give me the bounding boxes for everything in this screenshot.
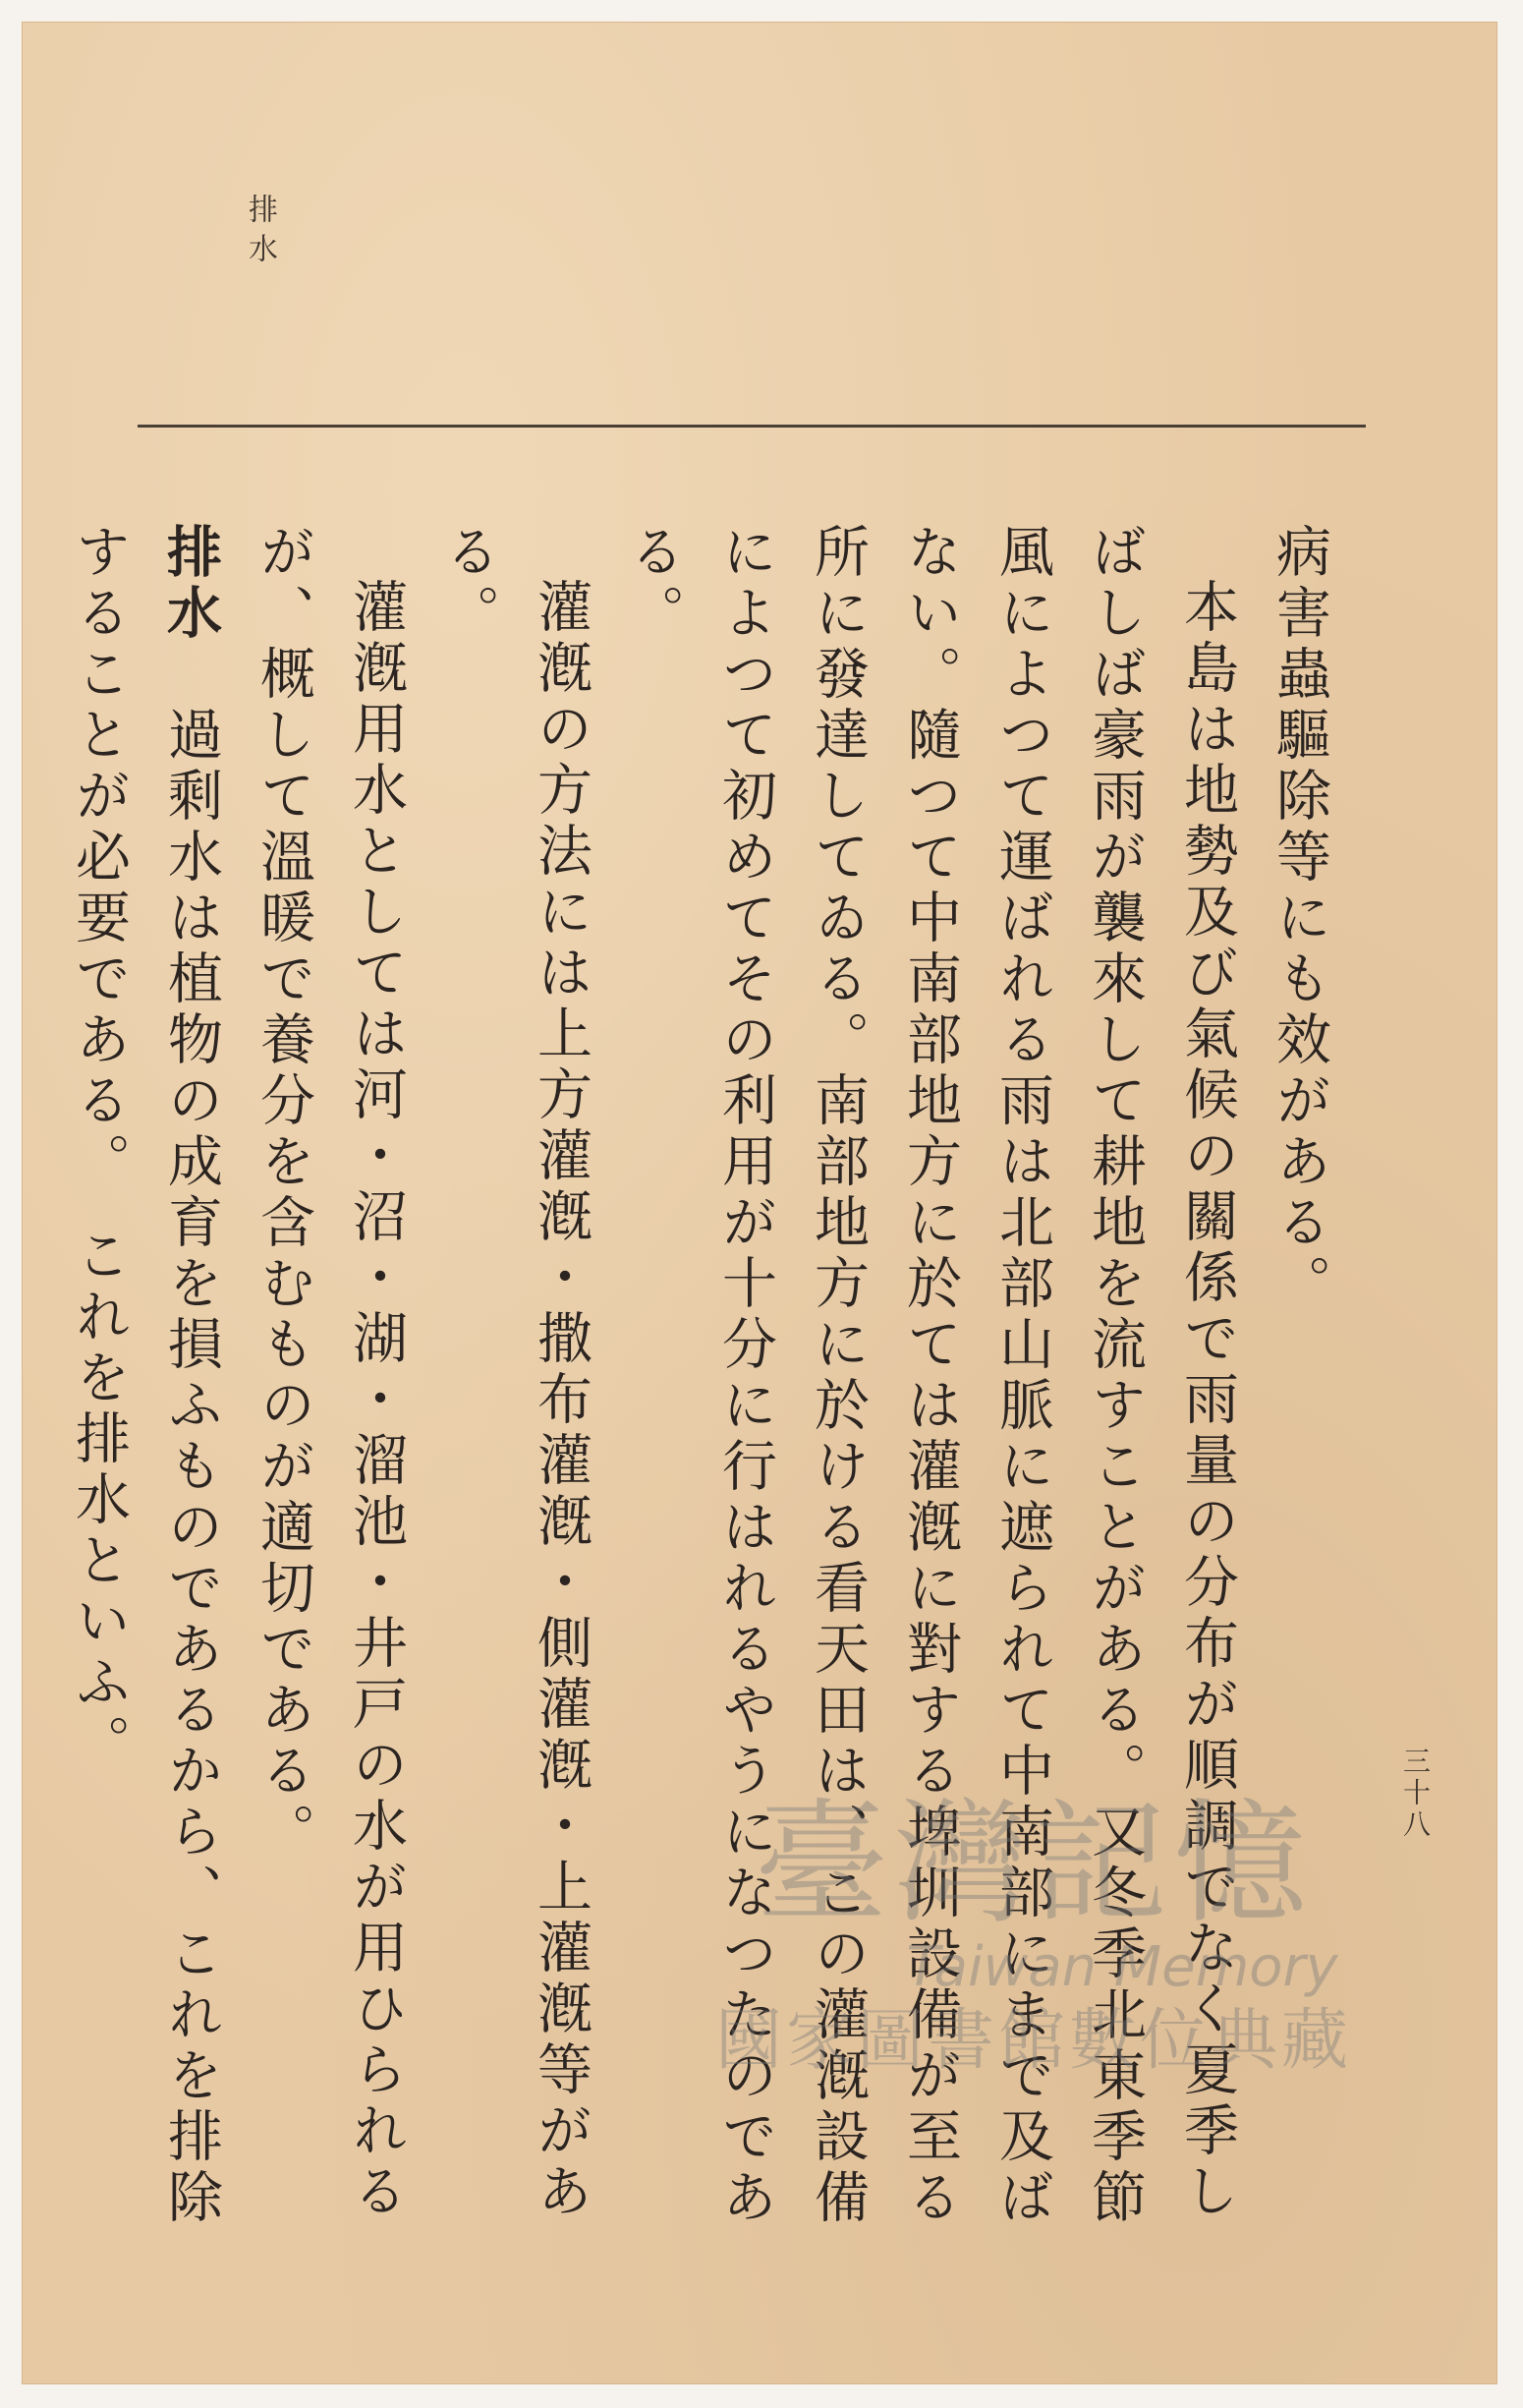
paragraph-4: 灌漑用水としては河・沼・湖・溜池・井戸の水が用ひられるが、概して溫暖で養分を含むものが適切である。 <box>252 523 408 2223</box>
section-heading-drainage: 排水 <box>158 523 223 645</box>
paragraph-5 <box>52 523 237 2272</box>
watermark-title: 臺灣記憶 <box>755 1787 1313 1942</box>
watermark-subtitle: 國家圖書館數位典藏 <box>714 2002 1352 2080</box>
running-header: 排水 <box>243 194 277 272</box>
paragraph-2: 本島は地勢及び氣候の關係で雨量の分布が順調でなく夏季しばしば豪雨が襲來して耕地を流すことがある。又冬季北東季節風によつて運ばれる雨は北部山脈に遮られて中南部にまで及ばない。隨つて中南部地方に於ては灌漑に對する埤圳設備が至る所に發達してゐる。南部地方に於ける看天田は、この灌漑設備によつて初めてその利用が十分に行はれるやうになつたのである。 <box>621 523 1239 2229</box>
library-watermark <box>650 1787 1417 2145</box>
header-rule <box>138 425 1366 428</box>
paragraph-3: 灌漑の方法には上方灌漑・撒布灌漑・側灌漑・上灌漑等がある。 <box>436 523 592 2223</box>
document-page <box>22 22 1497 2384</box>
watermark-english: Taiwan Memory <box>906 1935 1338 1999</box>
page-number: 三十八 <box>1399 1747 1432 1841</box>
paragraph-5-text: 過剩水は植物の成育を損ふものであるから、これを排除することが必要である。 これを排水といふ。 <box>67 523 223 2229</box>
paragraph-1: 病害蟲驅除等にも效がある。 <box>1268 523 1331 1315</box>
